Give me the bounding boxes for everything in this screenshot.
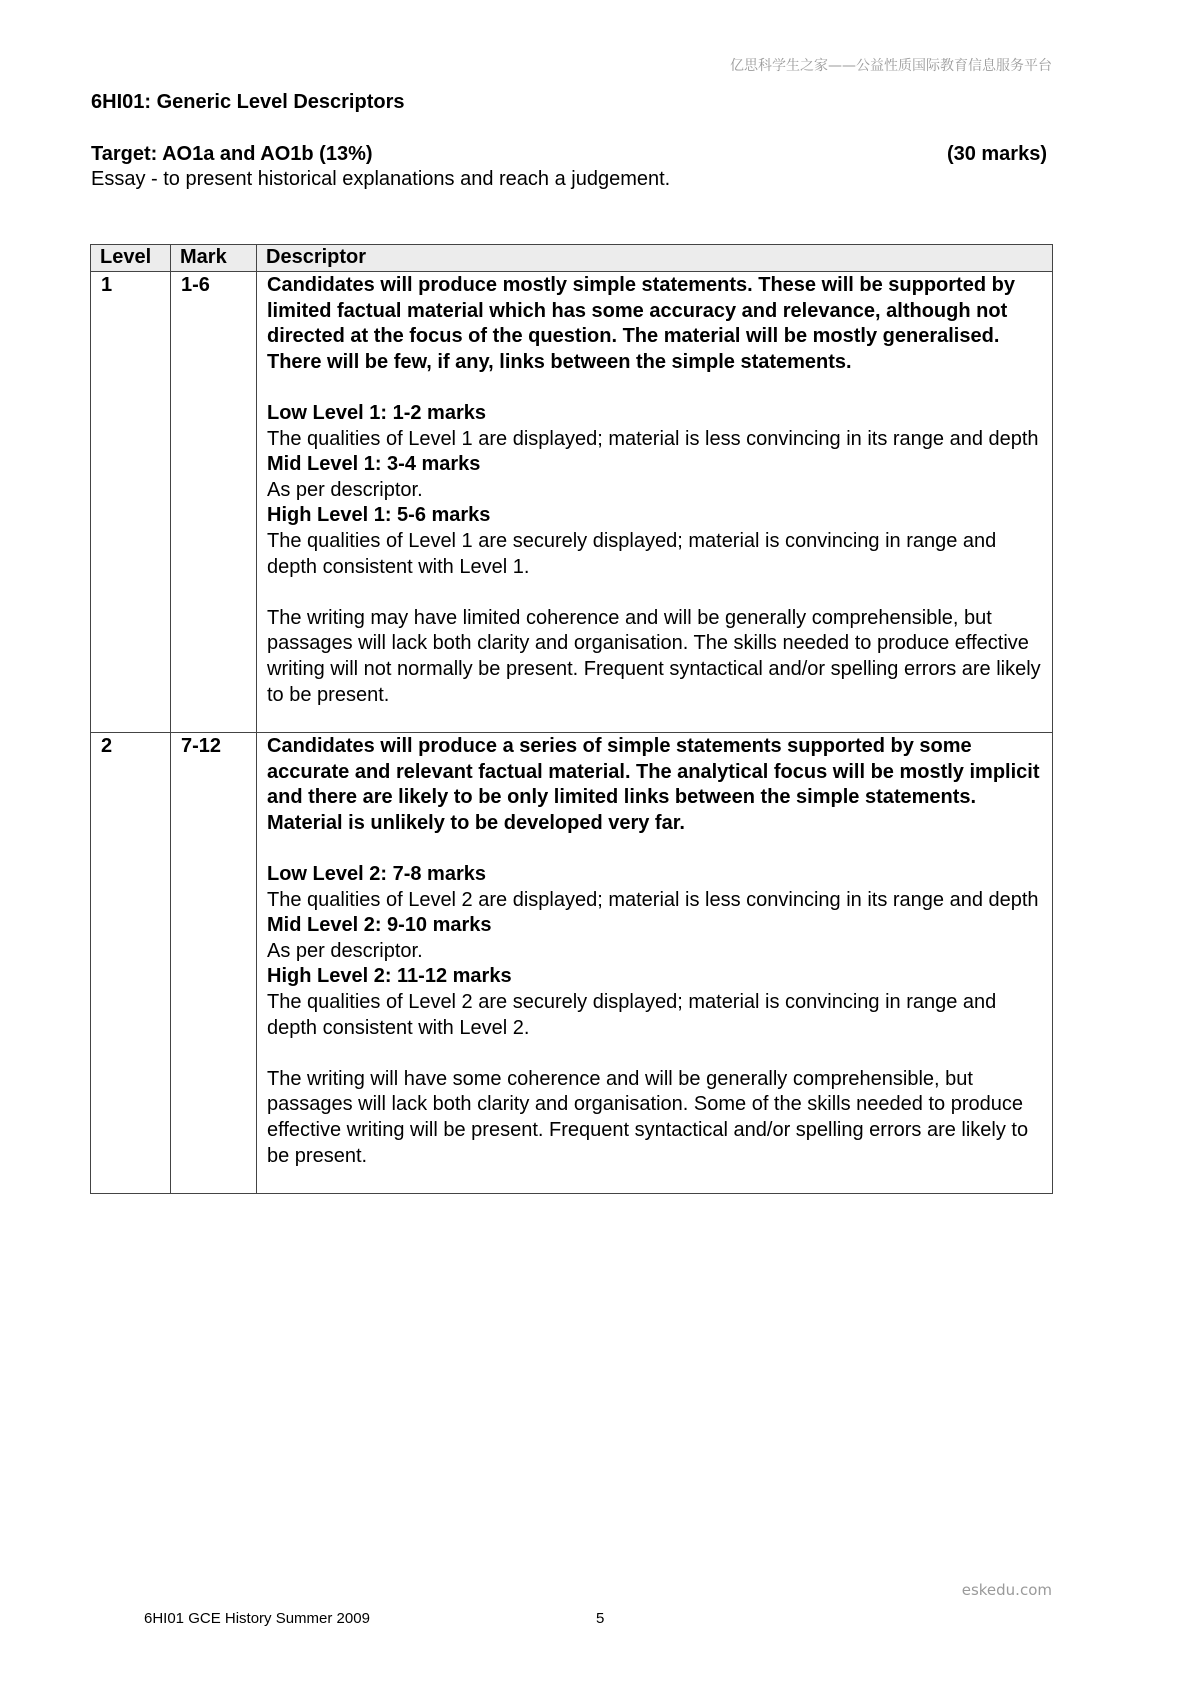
mark-cell: 7-12: [171, 733, 257, 1194]
band-heading: Mid Level 2: 9-10 marks: [267, 914, 492, 937]
watermark-bottom: eskedu.com: [961, 1581, 1052, 1599]
band-heading: Low Level 1: 1-2 marks: [267, 401, 486, 424]
band-heading: Mid Level 1: 3-4 marks: [267, 453, 481, 476]
band-text: As per descriptor.: [267, 478, 423, 501]
table-header-row: [91, 245, 1053, 272]
band-text: The qualities of Level 1 are displayed; material is less convincing in its range and depth: [267, 427, 1039, 450]
band-heading: High Level 2: 11-12 marks: [267, 965, 512, 988]
watermark-top: 亿思科学生之家——公益性质国际教育信息服务平台: [730, 58, 1052, 74]
level-cell: 1: [91, 272, 171, 733]
band-text: The qualities of Level 2 are displayed; material is less convincing in its range and depth: [267, 888, 1039, 911]
band-heading: Low Level 2: 7-8 marks: [267, 863, 486, 886]
writing-quality: The writing will have some coherence and will be generally comprehensible, but passages will lack both clarity and organisation. Some of the skills needed to produce effective writing will be present. Frequent syntactical and/or spelling errors are likely to be present.: [267, 1067, 1029, 1167]
page-number: 5: [596, 1610, 605, 1627]
level-summary: Candidates will produce mostly simple statements. These will be supported by limited factual material which has some accuracy and relevance, although not directed at the focus of the question. The material will be mostly generalised. There will be few, if any, links between the simple statements.: [267, 274, 1015, 373]
descriptor-cell: [257, 272, 1053, 733]
essay-description: Essay - to present historical explanations and reach a judgement.: [91, 168, 671, 190]
band-heading: High Level 1: 5-6 marks: [267, 504, 491, 527]
target-label: Target: AO1a and AO1b (13%): [91, 143, 373, 165]
header-mark: Mark: [171, 245, 257, 272]
band-text: The qualities of Level 2 are securely displayed; material is convincing in range and depth consistent with Level 2.: [267, 991, 997, 1039]
band-text: As per descriptor.: [267, 939, 423, 962]
level-summary: Candidates will produce a series of simple statements supported by some accurate and relevant factual material. The analytical focus will be mostly implicit and there are likely to be only limited links between the simple statements. Material is unlikely to be developed very far.: [267, 735, 1040, 834]
band-text: The qualities of Level 1 are securely displayed; material is convincing in range and depth consistent with Level 1.: [267, 529, 997, 578]
document-title: 6HI01: Generic Level Descriptors: [91, 91, 405, 113]
total-marks: (30 marks): [946, 143, 1047, 165]
mark-cell: 1-6: [171, 272, 257, 733]
level-cell: 2: [91, 733, 171, 1194]
writing-quality: The writing may have limited coherence and will be generally comprehensible, but passages will lack both clarity and organisation. The skills needed to produce effective writing will not normally be present. Frequent syntactical and/or spelling errors are likely to be present.: [267, 606, 1041, 706]
footer-document-id: 6HI01 GCE History Summer 2009: [144, 1610, 370, 1627]
target-row: [91, 143, 1047, 166]
header-level: Level: [91, 245, 171, 272]
header-descriptor: Descriptor: [257, 245, 1053, 272]
table-row: [91, 272, 1053, 733]
level-descriptor-table: [90, 244, 1053, 1194]
descriptor-cell: [257, 733, 1053, 1194]
table-row: [91, 733, 1053, 1194]
